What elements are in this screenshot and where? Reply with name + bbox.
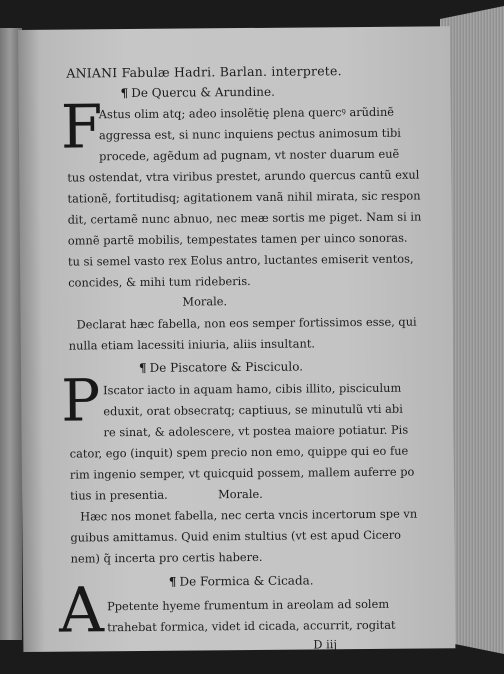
fable-title-text: De Piscatore & Pisciculo. <box>149 359 304 375</box>
pilcrow-icon: ¶ <box>168 574 177 589</box>
text-line: nem) q̃ incerta pro certis habere. <box>70 549 263 566</box>
fable-title <box>139 361 303 374</box>
text-line: trahebat formica, videt id cicada, accurrit, rogitat <box>107 617 396 635</box>
drop-cap-initial: F <box>60 92 103 163</box>
drop-cap-initial: A <box>58 573 105 647</box>
drop-cap-initial: P <box>60 366 101 435</box>
text-line: dit, certamẽ nunc abnuo, nec meæ sortis me piget. Nam si in <box>67 209 422 227</box>
fable-title <box>121 86 275 99</box>
text-line: omnẽ partẽ mobilis, tempestates tamen per uinco sonoras. <box>67 230 408 248</box>
text-line: Iscator iacto in aquam hamo, cibis illito, pisciculum <box>103 380 402 398</box>
text-line: tationẽ, fortitudisq; agitationem vanã nihil mirata, sic respon <box>67 188 421 206</box>
text-line: eduxit, orat obsecratq; captiuus, se minutulũ vti abi <box>103 401 403 419</box>
fable-title-text: De Quercu & Arundine. <box>131 84 275 101</box>
text-line: procede, agẽdum ad pugnam, vt noster duarum euẽ <box>99 146 400 164</box>
pilcrow-icon: ¶ <box>120 86 129 101</box>
text-line: tius in presentia. <box>70 487 168 503</box>
text-line: concides, & mihi tum rideberis. <box>68 273 251 290</box>
pilcrow-icon: ¶ <box>138 360 147 375</box>
text-line: Astus olim atq; adeo insolẽtię plena quercꝰ arũdinẽ <box>98 104 395 122</box>
text-line: Hæc nos monet fabella, nec certa vncis incertorum spe vn <box>80 506 418 524</box>
text-line: Ppetente hyeme frumentum in areolam ad solem <box>106 596 390 614</box>
text-line: cator, ego (inquit) spem precio non emo, quippe qui eo fue <box>69 443 409 461</box>
fable-title <box>169 574 314 587</box>
book-page <box>18 26 455 652</box>
fable-title-text: De Formica & Cicada. <box>179 573 314 589</box>
text-line: aggressa est, si nunc inquiens pectus animosum tibi <box>98 125 401 143</box>
moral-label: Morale. <box>217 486 263 502</box>
running-head: ANIANI Fabulæ Hadri. Barlan. interprete. <box>66 63 342 81</box>
text-line: rim ingenio semper, vt quicquid possem, mallem auferre po <box>69 464 415 482</box>
text-line: Declarat hæc fabella, non eos semper fortissimos esse, qui <box>76 314 417 332</box>
text-line: tus ostendat, vtra viribus prestet, arundo quercus cantũ exul <box>67 167 420 185</box>
moral-label: Morale. <box>182 294 228 309</box>
text-line: tu si semel vasto rex Eolus antro, luctantes emiserit ventos, <box>67 251 414 269</box>
signature-mark: D iij <box>313 637 338 652</box>
text-line: nulla etiam lacessiti iniuria, aliis insultant. <box>68 336 316 353</box>
text-line: re sinat, & adolescere, vt postea maiore potiatur. Pis <box>103 422 409 440</box>
text-line: guibus amittamus. Quid enim stultius (vt est apud Cicero <box>70 527 402 545</box>
